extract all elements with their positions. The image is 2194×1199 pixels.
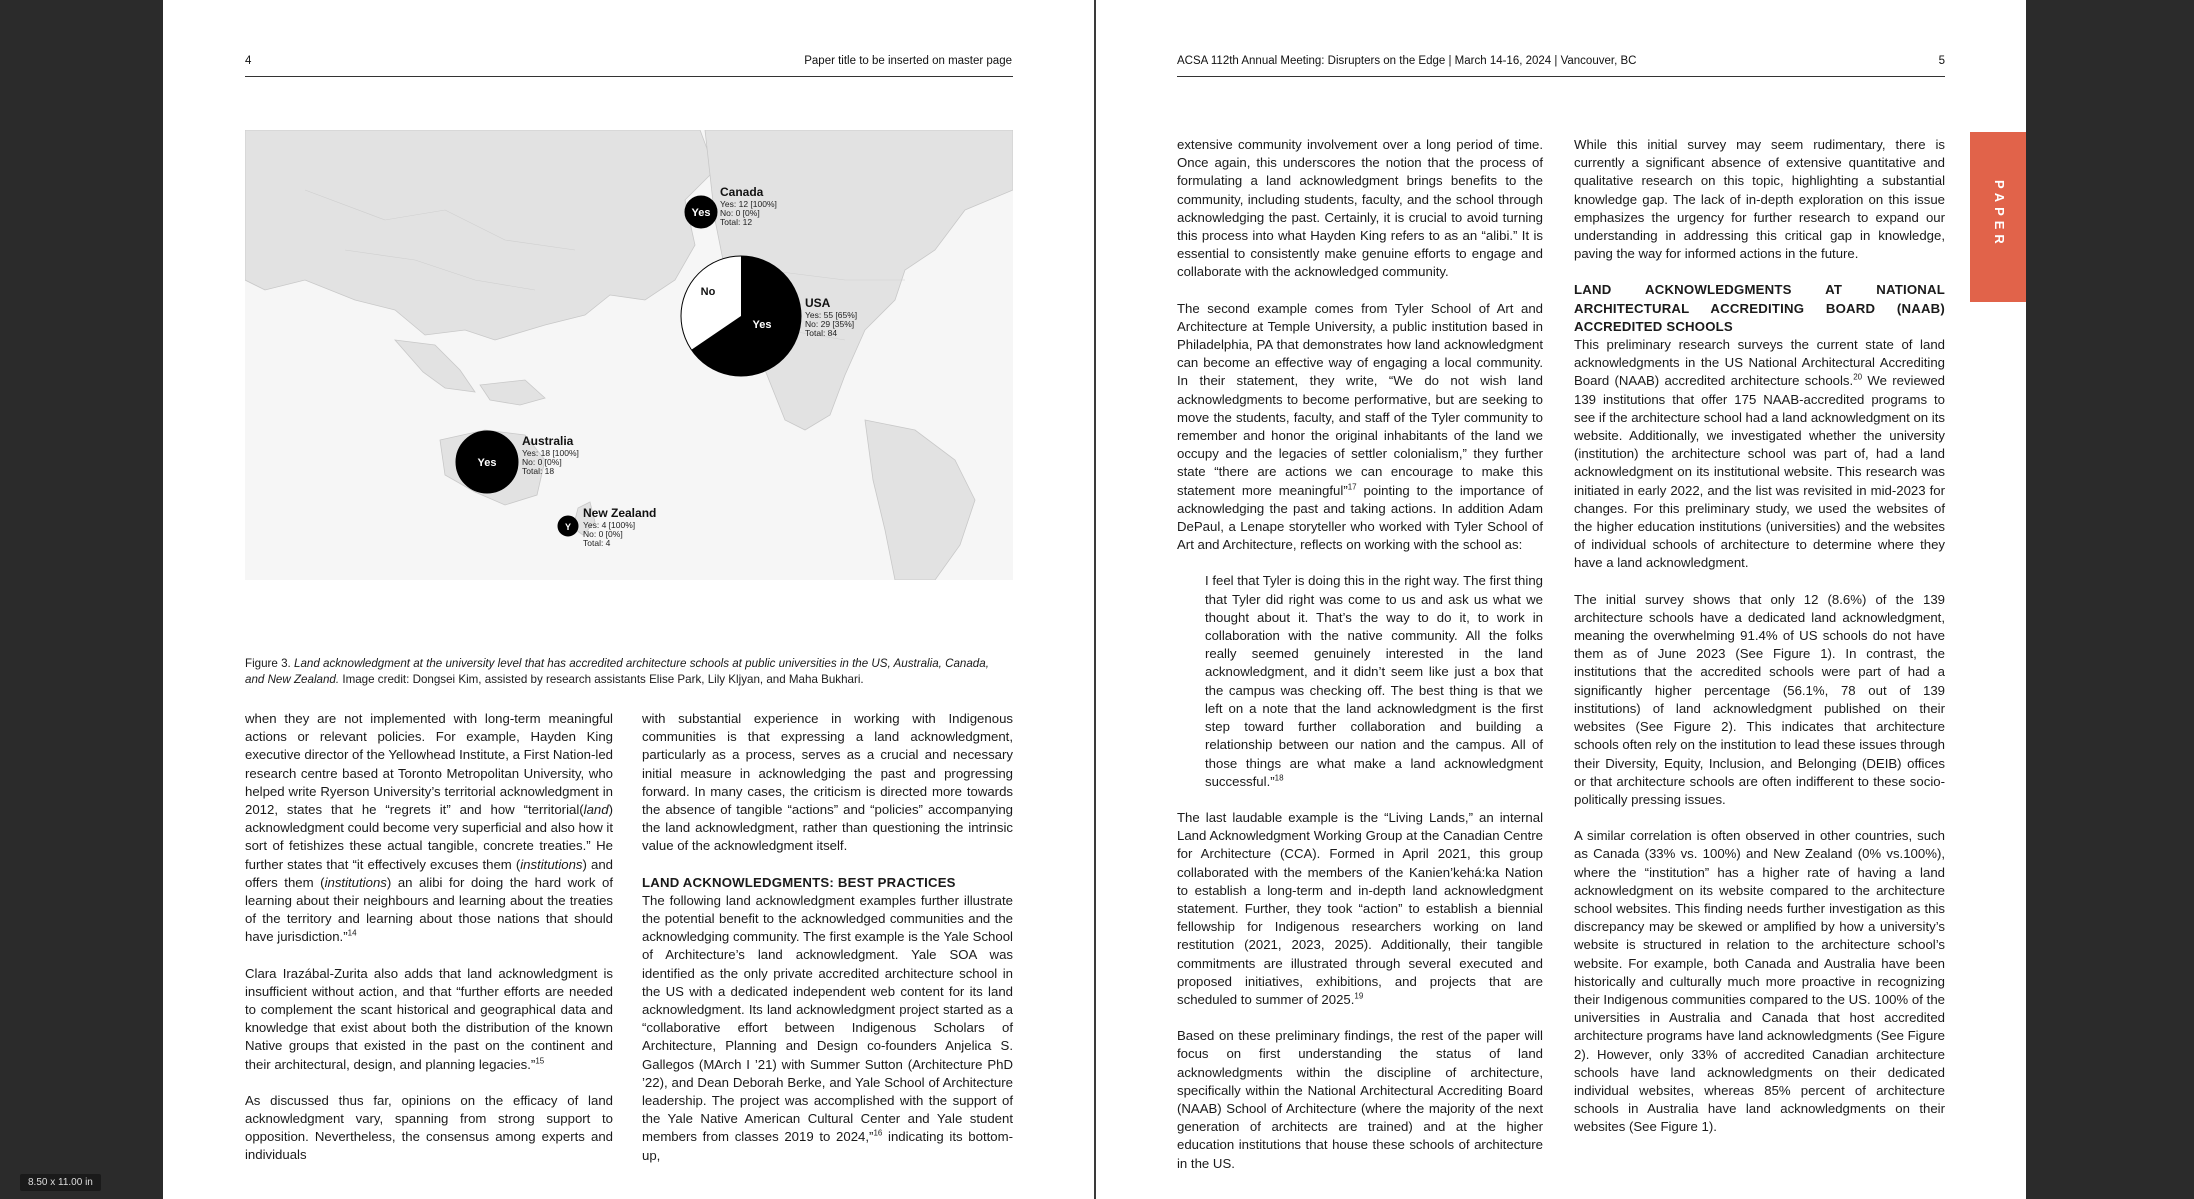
pie-yes-count: Yes: 18 [100%] xyxy=(522,448,579,458)
pie-country-label: Australia xyxy=(522,434,574,448)
section-heading: LAND ACKNOWLEDGMENTS: BEST PRACTICES xyxy=(642,874,956,890)
pie-canada xyxy=(685,185,777,228)
pie-country-label: New Zealand xyxy=(583,506,657,520)
caption-label: Figure 3. xyxy=(245,657,291,670)
pie-usa xyxy=(681,256,857,376)
left-column-1 xyxy=(245,710,613,1183)
pie-country-label: Canada xyxy=(720,185,764,199)
block-quote: I feel that Tyler is doing this in the right way. The first thing that Tyler did right was come to us and ask us what we thought about it. That’s the way to do it, to work in collaboration with the native community. All the folks really seemed genuinely interested in the land acknowledgment, and it didn’t seem like just a box that the campus was checking off. The best thing is that we left on a note that the land acknowledgment is the first step toward further collaboration and building a relationship between our nation and the campus. All of those things are what make a land acknowledgment successful.”$^{18}$ xyxy=(1205,573,1543,789)
pie-no-count: No: 0 [0%] xyxy=(720,208,760,218)
left-column-2 xyxy=(642,710,1013,1183)
left-page xyxy=(163,0,1094,1199)
running-title: Paper title to be inserted on master page xyxy=(804,55,1012,67)
pie-total-count: Total: 4 xyxy=(583,538,611,548)
pie-no-count: No: 0 [0%] xyxy=(583,529,623,539)
pie-total-count: Total: 84 xyxy=(805,328,838,338)
world-map-figure xyxy=(245,130,1013,580)
pie-australia xyxy=(456,431,579,493)
paragraph: with substantial experience in working with Indigenous communities is that expressing a land acknowledgment, particularly as a process, serves as a crucial and necessary initial measure in acknowledging the past and progressing forward. In many cases, the criticism is directed more towards the absence of tangible “actions” and “policies” accompanying the land acknowledgment, rather than questioning the intrinsic value of the acknowledgment itself. xyxy=(642,711,1013,854)
pie-yes-count: Yes: 4 [100%] xyxy=(583,520,636,530)
caption-credit: Image credit: Dongsei Kim, assisted by research assistants Elise Park, Lily Kljyan, and Maha Bukhari. xyxy=(342,673,864,686)
page-size-indicator: 8.50 x 11.00 in xyxy=(20,1174,101,1191)
header-rule xyxy=(245,76,1013,77)
paper-badge-label: PAPER xyxy=(1992,180,2007,249)
paragraph: extensive community involvement over a long period of time. Once again, this underscores the notion that the process of formulating a land acknowledgment brings benefits to the community, including students, faculty, and the school through acknowledging the past. Certainly, it is crucial to avoid turning this process into what Hayden King refers to as an “alibi.” It is essential to consistently make genuine efforts to engage and collaborate with the acknowledged community. xyxy=(1177,137,1543,280)
paper-badge xyxy=(1970,132,2026,302)
pie-yes-label: Yes xyxy=(691,207,711,219)
right-column-1 xyxy=(1177,136,1543,1191)
pie-total-count: Total: 12 xyxy=(720,217,753,227)
pie-layer xyxy=(245,130,1013,580)
paragraph: Based on these preliminary findings, the rest of the paper will focus on first understanding the status of land acknowledgments within the discipline of architecture, specifically within the National Architectural Accrediting Board (NAAB) School of Architecture (where the majority of the next generation of architects are trained) and at the higher education institutions that house these schools of architecture in the US. xyxy=(1177,1028,1543,1171)
pie-yes-count: Yes: 55 [65%] xyxy=(805,310,858,320)
pie-yes-label: Y xyxy=(564,522,572,532)
pie-no-label: No xyxy=(700,286,716,298)
caption-title: Land acknowledgment at the university level that has accredited architecture schools at public universities in the US, Australia, Canada, and New Zealand. xyxy=(245,657,989,686)
paragraph: The initial survey shows that only 12 (8.6%) of the 139 architecture schools have a dedicated land acknowledgment, meaning the overwhelming 91.4% of US schools do not have them as of June 2023 (See Figure 1). In contrast, the institutions that the accredited schools were part of had a significantly higher percentage (56.1%, 78 out of 139 institutions) of land acknowledgment published on their websites (See Figure 2). This indicates that architecture schools often rely on the institution to lead these issues through their Diversity, Equity, Inclusion, and Belonging (DEIB) offices or that architecture schools are often indifferent to these socio-politically pressing issues. xyxy=(1574,591,1945,807)
pie-country-label: USA xyxy=(805,296,831,310)
paragraph: The last laudable example is the “Living Lands,” an internal Land Acknowledgment Working Group at the Canadian Centre for Architecture (CCA). Formed in April 2021, this group collaborated with the members of the Kanien’kehá:ka Nation to establish a long-term and in-depth land acknowledgment statement. Further, they took “action” to establish a biennial fellowship for Indigenous researchers working on land restitution (2021, 2023, 2025). Additionally, their tangible commitments are illustrated through several executed and proposed initiatives, exhibitions, and projects that are scheduled to summer of 2025.19 xyxy=(1177,809,1543,1007)
pie-no-count: No: 0 [0%] xyxy=(522,457,562,467)
pie-total-count: Total: 18 xyxy=(522,466,555,476)
pie-yes-label: Yes xyxy=(752,319,772,331)
running-title: ACSA 112th Annual Meeting: Disrupters on the Edge | March 14-16, 2024 | Vancouver, BC xyxy=(1177,55,1637,67)
figure-caption xyxy=(245,656,1005,688)
paragraph: While this initial survey may seem rudimentary, there is currently a significant absence of extensive quantitative and qualitative research on this topic, highlighting a substantial knowledge gap. The lack of in-depth exploration on this issue emphasizes the urgency for further research to expand our understanding in addressing this critical gap in knowledge, paving the way for informed actions in the future. xyxy=(1574,137,1945,262)
section-heading: LAND ACKNOWLEDGMENTS AT NATIONAL ARCHITECTURAL ACCREDITING BOARD (NAAB) ACCREDITED SCHOOLS xyxy=(1574,282,1945,334)
page-number: 4 xyxy=(245,55,252,67)
paragraph: The second example comes from Tyler School of Art and Architecture at Temple University, a public institution based in Philadelphia, PA that demonstrates how land acknowledgment can become an effective way of engaging a local community. In their statement, they write, “We do not wish land acknowledgments to become performative, but are seeking to move the students, faculty, and staff of the Tyler community to remember and honor the original inhabitants of the land we occupy and the legacies of settler colonialism,” they further state “there are actions we can encourage to make this statement more meaningful”$^{17}$ pointing to the importance of acknowledging the past and taking actions. In addition Adam DePaul, a Lenape storyteller who worked with Tyler School of Art and Architecture, reflects on working with the school as: xyxy=(1177,300,1543,553)
paragraph: This preliminary research surveys the current state of land acknowledgments in the US National Architectural Accrediting Board (NAAB) accredited architecture schools.$^{20}$ We reviewed 139 institutions that offer 175 NAAB-accredited programs to see if the architecture school had a land acknowledgment on its website. Additionally, we investigated whether the university (institution) the architecture school was part of, had a land acknowledgment on its institutional website. This research was initiated in early 2022, and the list was revisited in mid-2023 for changes. For this preliminary study, we used the websites of the higher education institutions (universities) and the websites of individual schools of architecture to determine where they have a land acknowledgment. xyxy=(1574,337,1945,571)
right-page xyxy=(1096,0,2026,1199)
pie-yes-label: Yes xyxy=(477,457,497,469)
paragraph: A similar correlation is often observed in other countries, such as Canada (33% vs. 100%) and New Zealand (0% vs.100%), where the “institution” has a higher rate of having a land acknowledgment on its website compared to the architecture school websites. This finding needs further investigation as this discrepancy may be skewed or amplified by how a university’s website is structured in relation to the architecture school’s website. For example, both Canada and Australia have been historically and culturally much more proactive in recognizing their Indigenous communities compared to the US. 100% of the universities in Australia and Canada that host accredited architecture programs have land acknowledgments (See Figure 2). However, only 33% of accredited Canadian architecture schools have land acknowledgments on their dedicated individual websites, whereas 85% percent of architecture schools in Australia have land acknowledgments on their websites (See Figure 1). xyxy=(1574,828,1945,1135)
pie-no-count: No: 29 [35%] xyxy=(805,319,855,329)
paragraph: As discussed thus far, opinions on the efficacy of land acknowledgment vary, spanning from strong support to opposition. Nevertheless, the consensus among experts and individuals xyxy=(245,1092,613,1163)
paragraph: when they are not implemented with long-term meaningful actions or relevant policies. For example, Hayden King executive director of the Yellowhead Institute, a First Nation-led research centre based at Toronto Metropolitan University, who helped write Ryerson University’s territorial acknowledgment in 2012, states that he “regrets it” and how “territorial(land) acknowledgment could become very superficial and also how it sort of fetishizes these actual tangible, concrete treaties.” He further states that “it effectively excuses them (institutions) and offers them (institutions) an alibi for doing the hard work of learning about their neighbours and learning about the treaties of the territory and learning about those nations that should have jurisdiction.”$^{14}$ xyxy=(245,711,614,945)
paragraph: Clara Irazábal-Zurita also adds that land acknowledgment is insufficient without action, and that “further efforts are needed to complement the scant historical and geographical data and knowledge that exist about both the distribution of the known Native groups that existed in the past on the continent and their architectural, design, and planning legacies.”$^{15}$ xyxy=(245,965,613,1072)
page-number: 5 xyxy=(1938,55,1945,67)
pie-yes-count: Yes: 12 [100%] xyxy=(720,199,777,209)
right-column-2 xyxy=(1574,136,1945,1155)
pie-new-zealand xyxy=(558,506,656,548)
paragraph: The following land acknowledgment examples further illustrate the potential benefit to the acknowledged communities and the acknowledging community. The first example is the Yale School of Architecture’s land acknowledgment. Yale SOA was identified as the only private accredited architecture school in the US with a dedicated independent web content for its land acknowledgment. Its land acknowledgment project started as a “collaborative effort between Indigenous Scholars of Architecture, Planning and Design co-founders Anjelica S. Gallegos (MArch I ’21) with Summer Sutton (Architecture PhD ’22), and Dean Deborah Berke, and Yale School of Architecture leadership. The project was accomplished with the support of the Yale Native American Cultural Center and Yale student members from classes 2019 to 2024,”$^{16}$ indicating its bottom-up, xyxy=(642,892,1013,1163)
header-rule xyxy=(1177,76,1945,77)
